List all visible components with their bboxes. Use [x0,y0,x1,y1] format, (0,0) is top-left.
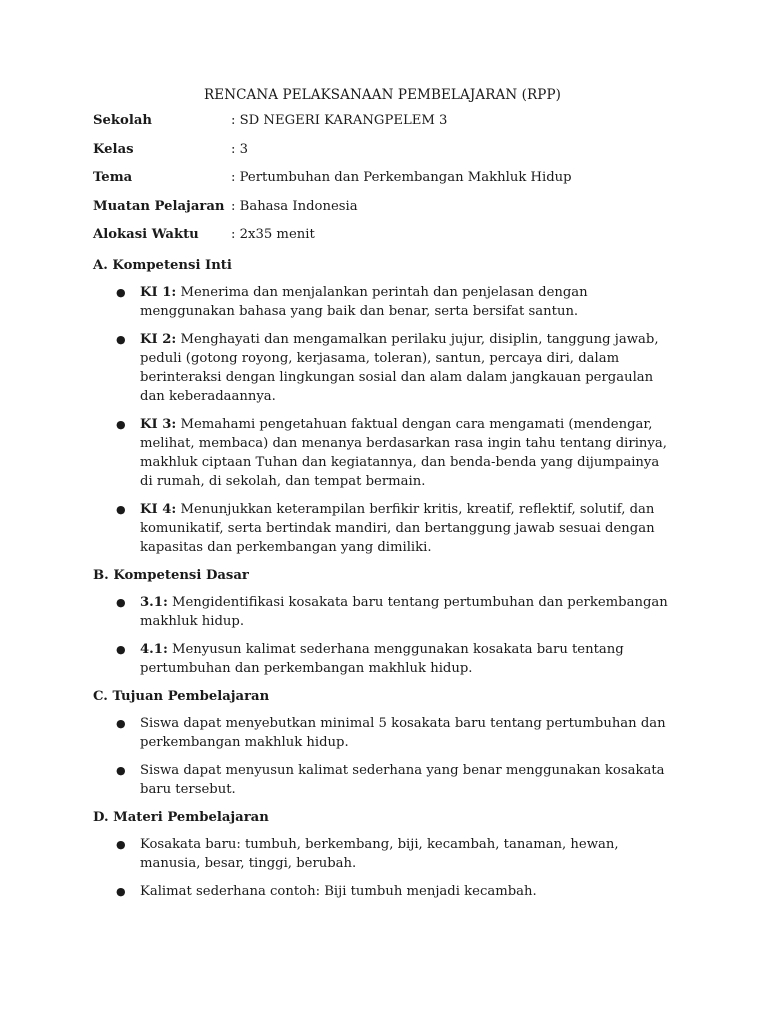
item-text: Kalimat sederhana contoh: Biji tumbuh menjadi kecambah. [140,883,537,899]
item-key: 3.1: [140,594,168,610]
item-text: Memahami pengetahuan faktual dengan cara mengamati (mendengar, melihat, membaca) dan menanya berdasarkan rasa ingin tahu tentang dirinya, makhluk ciptaan Tuhan dan kegiatannya, dan benda-benda yang dijumpainya di rumah, di sekolah, dan tempat bermain. [140,416,667,489]
item-list [93,835,672,901]
item-key: KI 2: [140,331,177,347]
info-label: Alokasi Waktu [93,227,199,242]
list-item [93,415,672,491]
list-item [93,283,672,321]
info-value: : Pertumbuhan dan Perkembangan Makhluk Hidup [231,170,572,185]
list-item [93,593,672,631]
info-label: Kelas [93,141,134,157]
list-item [93,835,672,873]
bullet-icon: ● [116,502,126,516]
item-key: KI 3: [140,416,177,432]
section-title: D. Materi Pembelajaran [93,809,269,825]
bullet-icon: ● [116,332,126,346]
info-label: Tema [93,170,133,185]
item-text: Mengidentifikasi kosakata baru tentang pertumbuhan dan perkembangan makhluk hidup. [140,594,668,629]
item-text: Siswa dapat menyusun kalimat sederhana yang benar menggunakan kosakata baru tersebut. [140,762,665,797]
item-text: Menghayati dan mengamalkan perilaku jujur, disiplin, tanggung jawab, peduli (gotong royong, kerjasama, toleran), santun, percaya diri, dalam berinteraksi dengan lingkungan sosial dan alam dalam jangkauan pergaulan dan keberadaannya. [140,331,659,404]
list-item [93,714,672,752]
document-title: RENCANA PELAKSANAAN PEMBELAJARAN (RPP) [203,87,561,103]
section-kompetensi-inti [93,256,672,557]
info-value: : 3 [231,141,249,157]
info-row-kelas [93,142,672,171]
bullet-icon: ● [116,716,126,730]
info-value: : 2x35 menit [231,227,315,242]
item-list [93,714,672,799]
item-text: Kosakata baru: tumbuh, berkembang, biji, kecambah, tanaman, hewan, manusia, besar, tinggi, berubah. [140,836,619,871]
item-key: 4.1: [140,641,168,657]
list-item [93,500,672,557]
list-item [93,640,672,678]
item-text: Menyusun kalimat sederhana menggunakan kosakata baru tentang pertumbuhan dan perkembangan makhluk hidup. [140,641,624,676]
bullet-icon: ● [116,837,126,851]
item-text: Menerima dan menjalankan perintah dan penjelasan dengan menggunakan bahasa yang baik dan benar, serta bersifat santun. [140,284,588,319]
bullet-icon: ● [116,417,126,431]
info-value: : Bahasa Indonesia [231,198,358,214]
item-text: Menunjukkan keterampilan berfikir kritis, kreatif, reflektif, solutif, dan komunikatif, serta bertindak mandiri, dan bertanggung jawab sesuai dengan kapasitas dan perkembangan yang dimiliki. [140,501,655,555]
info-row-muatan [93,199,672,228]
list-item [93,761,672,799]
list-item [93,882,672,901]
info-row-sekolah [93,113,672,142]
item-key: KI 4: [140,501,177,517]
list-item [93,330,672,406]
bullet-icon: ● [116,285,126,299]
section-materi-pembelajaran [93,808,672,901]
info-label: Muatan Pelajaran [93,198,225,214]
bullet-icon: ● [116,595,126,609]
item-text: Siswa dapat menyebutkan minimal 5 kosakata baru tentang pertumbuhan dan perkembangan makhluk hidup. [140,715,666,750]
info-label: Sekolah [93,113,152,128]
bullet-icon: ● [116,884,126,898]
info-row-alokasi [93,227,672,256]
bullet-icon: ● [116,642,126,656]
section-title: B. Kompetensi Dasar [93,567,249,583]
info-row-tema [93,170,672,199]
section-kompetensi-dasar [93,566,672,678]
item-list [93,283,672,557]
item-key: KI 1: [140,284,177,300]
info-value: : SD NEGERI KARANGPELEM 3 [231,113,448,128]
section-title: A. Kompetensi Inti [93,257,232,273]
section-tujuan-pembelajaran [93,687,672,799]
bullet-icon: ● [116,763,126,777]
section-title: C. Tujuan Pembelajaran [93,688,270,704]
info-table [93,113,672,256]
item-list [93,593,672,678]
